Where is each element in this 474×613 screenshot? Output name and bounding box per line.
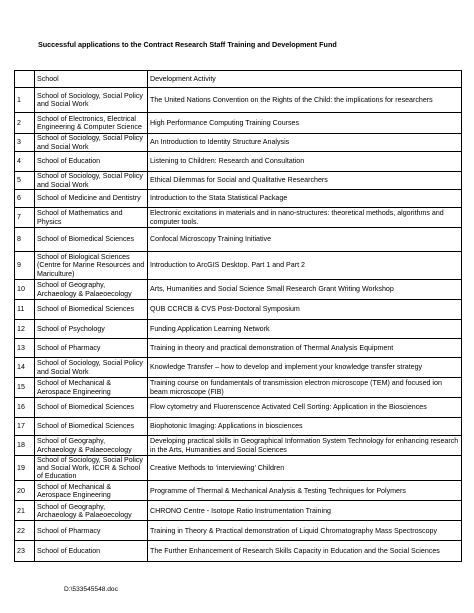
school-cell: School of Geography, Archaeology & Palaeoecology [35,280,148,300]
table-row [15,521,462,541]
table-row [15,252,462,280]
school-cell: School of Geography, Archaeology & Palaeoecology [35,436,148,456]
document-footer-path: D:\533545548.doc [64,586,118,593]
row-number: 8 [15,228,35,252]
activity-cell: Electronic excitations in materials and in nano-structures: theoretical methods, algorithms and computer tools. [148,208,462,228]
activity-cell: Arts, Humanities and Social Science Small Research Grant Writing Workshop [148,280,462,300]
school-cell: School of Biological Sciences (Centre for Marine Resources and Mariculture) [35,252,148,280]
activity-cell: Funding Application Learning Network [148,320,462,339]
school-cell: School of Sociology, Social Policy and Social Work [35,88,148,113]
activity-cell: Creative Methods to ‘interviewing’ Children [148,456,462,481]
row-number: 15 [15,378,35,398]
table-row [15,88,462,113]
school-cell: School of Pharmacy [35,521,148,541]
header-number-cell [15,71,35,88]
school-cell: School of Mechanical & Aerospace Engineering [35,481,148,501]
table-row [15,398,462,418]
activity-cell: Flow cytometry and Fluorenscence Activated Cell Sorting: Application in the Biosciences [148,398,462,418]
school-cell: School of Biomedical Sciences [35,398,148,418]
row-number: 1 [15,88,35,113]
activity-cell: Listening to Children: Research and Consultation [148,152,462,172]
row-number: 20 [15,481,35,501]
row-number: 5 [15,172,35,190]
school-cell: School of Geography, Archaeology & Palaeoecology [35,501,148,521]
table-row [15,300,462,320]
row-number: 12 [15,320,35,339]
table-row [15,320,462,339]
table-row [15,456,462,481]
activity-cell: The United Nations Convention on the Rights of the Child: the implications for researchers [148,88,462,113]
school-cell: School of Medicine and Dentistry [35,190,148,208]
activity-cell: High Performance Computing Training Courses [148,113,462,134]
activity-cell: Biophotonic Imaging: Applications in biosciences [148,418,462,436]
activity-cell: Confocal Microscopy Training Initiative [148,228,462,252]
activity-cell: Training in Theory & Practical demonstration of Liquid Chromatography Mass Spectroscopy [148,521,462,541]
row-number: 10 [15,280,35,300]
table-row [15,113,462,134]
school-cell: School of Education [35,541,148,562]
table-row [15,358,462,378]
row-number: 11 [15,300,35,320]
activity-cell: The Further Enhancement of Research Skills Capacity in Education and the Social Sciences [148,541,462,562]
table-row [15,541,462,562]
school-cell: School of Education [35,152,148,172]
table-row [15,501,462,521]
row-number: 4 [15,152,35,172]
row-number: 17 [15,418,35,436]
school-cell: School of Psychology [35,320,148,339]
row-number: 6 [15,190,35,208]
activity-cell: An Introduction to Identity Structure Analysis [148,134,462,152]
activity-cell: Ethical Dilemmas for Social and Qualitative Researchers [148,172,462,190]
table-row [15,152,462,172]
row-number: 22 [15,521,35,541]
row-number: 23 [15,541,35,562]
school-cell: School of Sociology, Social Policy and Social Work, ICCR & School of Education [35,456,148,481]
table-row [15,481,462,501]
row-number: 3 [15,134,35,152]
table-header-row [15,71,462,88]
header-activity: Development Activity [148,71,462,88]
row-number: 19 [15,456,35,481]
header-school: School [35,71,148,88]
activity-cell: Introduction to the Stata Statistical Package [148,190,462,208]
school-cell: School of Sociology, Social Policy and Social Work [35,172,148,190]
table-row [15,208,462,228]
row-number: 7 [15,208,35,228]
table-row [15,339,462,358]
activity-cell: Introduction to ArcGIS Desktop. Part 1 and Part 2 [148,252,462,280]
row-number: 13 [15,339,35,358]
school-cell: School of Biomedical Sciences [35,418,148,436]
row-number: 18 [15,436,35,456]
school-cell: School of Biomedical Sciences [35,300,148,320]
school-cell: School of Mechanical & Aerospace Engineering [35,378,148,398]
table-row [15,172,462,190]
activity-cell: QUB CCRCB & CVS Post-Doctoral Symposium [148,300,462,320]
activity-cell: CHRONO Centre - Isotope Ratio Instrumentation Training [148,501,462,521]
activity-cell: Training in theory and practical demonstration of Thermal Analysis Equipment [148,339,462,358]
school-cell: School of Biomedical Sciences [35,228,148,252]
activity-cell: Developing practical skills in Geographical Information System Technology for enhancing research in the Arts, Humanities and Social Sciences [148,436,462,456]
table-row [15,280,462,300]
table-row [15,378,462,398]
school-cell: School of Sociology, Social Policy and Social Work [35,358,148,378]
row-number: 2 [15,113,35,134]
applications-table [14,70,462,562]
row-number: 14 [15,358,35,378]
document-title: Successful applications to the Contract Research Staff Training and Development Fund [38,40,337,49]
table-row [15,190,462,208]
row-number: 9 [15,252,35,280]
activity-cell: Programme of Thermal & Mechanical Analysis & Testing Techniques for Polymers [148,481,462,501]
row-number: 16 [15,398,35,418]
school-cell: School of Mathematics and Physics [35,208,148,228]
table-row [15,134,462,152]
row-number: 21 [15,501,35,521]
school-cell: School of Pharmacy [35,339,148,358]
school-cell: School of Sociology, Social Policy and Social Work [35,134,148,152]
activity-cell: Training course on fundamentals of transmission electron microscope (TEM) and focused ion beam microscope (FIB) [148,378,462,398]
table-row [15,418,462,436]
activity-cell: Knowledge Transfer – how to develop and implement your knowledge transfer strategy [148,358,462,378]
table-row [15,228,462,252]
table-row [15,436,462,456]
school-cell: School of Electronics, Electrical Engineering & Computer Science [35,113,148,134]
